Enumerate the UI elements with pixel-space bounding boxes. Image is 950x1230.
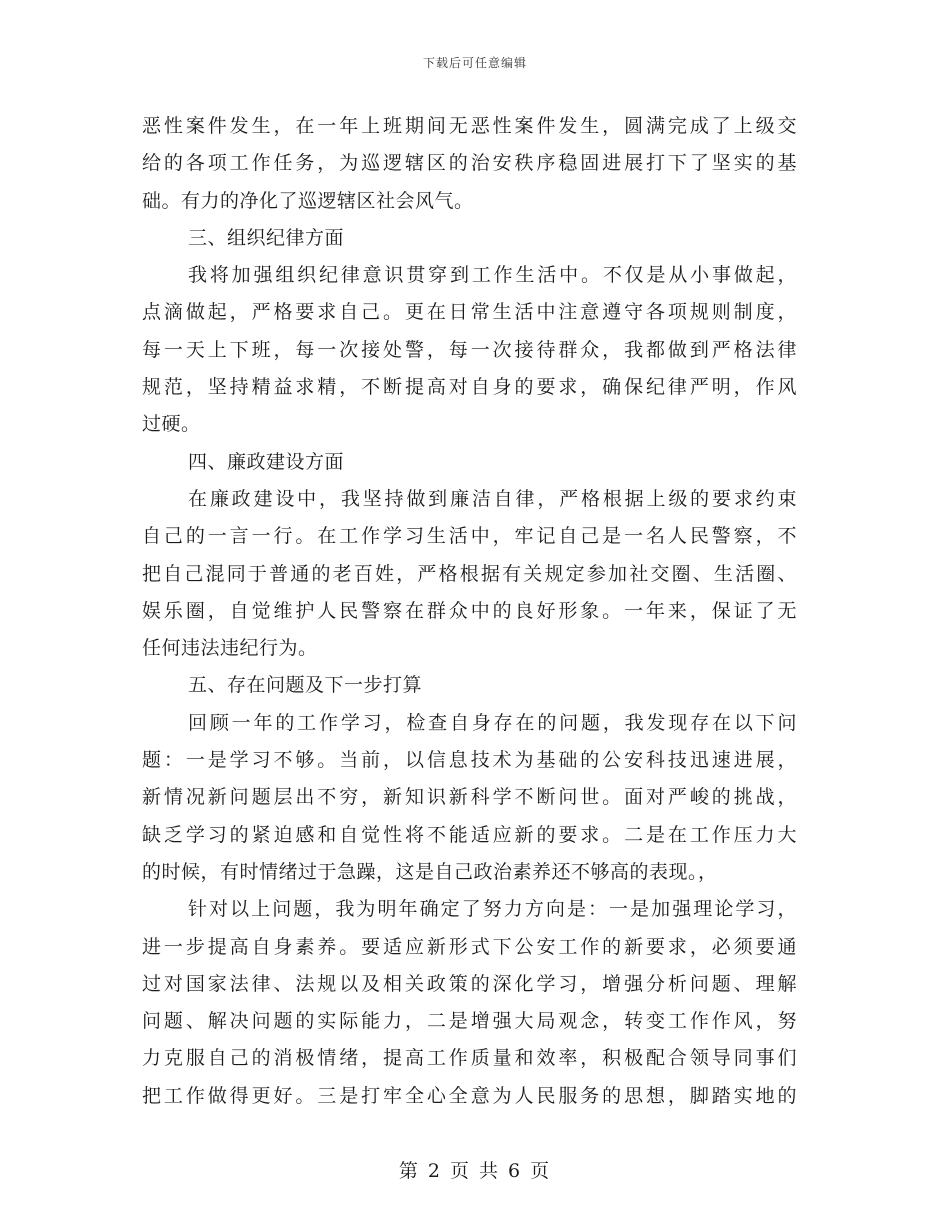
text-line: 在廉政建设中，我坚持做到廉洁自律，严格根据上级的要求约束 [188,487,797,510]
text-line: 每一天上下班，每一次接处警，每一次接待群众，我都做到严格法律 [142,338,797,361]
section-heading: 五、存在问题及下一步打算 [188,674,423,697]
text-line: 针对以上问题，我为明年确定了努力方向是：一是加强理论学习， [188,898,797,921]
text-line: 过硬。 [142,413,201,436]
section-heading: 三、组织纪律方面 [188,226,345,249]
text-line: 力克服自己的消极情绪，提高工作质量和效率，积极配合领导同事们 [142,1047,797,1070]
text-line: 过对国家法律、法规以及相关政策的深化学习，增强分析问题、理解 [142,972,797,995]
text-line: 任何违法违纪行为。 [142,637,318,660]
text-line: 给的各项工作任务，为巡逻辖区的治安秩序稳固进展打下了坚实的基 [142,152,797,175]
document-body [142,108,797,1115]
text-line: 进一步提高自身素养。要适应新形式下公安工作的新要求，必须要通 [142,935,797,958]
text-line: 规范，坚持精益求精，不断提高对自身的要求，确保纪律严明，作风 [142,376,797,399]
header-note: 下载后可任意编辑 [422,56,527,70]
text-line: 问题、解决问题的实际能力，二是增强大局观念，转变工作作风，努 [142,1010,797,1033]
text-line: 缺乏学习的紧迫感和自觉性将不能适应新的要求。二是在工作压力大 [142,823,797,846]
text-line: 恶性案件发生，在一年上班期间无恶性案件发生，圆满完成了上级交 [142,115,797,137]
text-line: 把工作做得更好。三是打牢全心全意为人民服务的思想，脚踏实地的 [142,1084,797,1107]
text-line: 自己的一言一行。在工作学习生活中，牢记自己是一名人民警察，不 [142,525,797,548]
text-line: 新情况新问题层出不穷，新知识新科学不断问世。面对严峻的挑战， [142,786,797,809]
text-line: 把自己混同于普通的老百姓，严格根据有关规定参加社交圈、生活圈、 [142,562,797,585]
text-line: 我将加强组织纪律意识贯穿到工作生活中。不仅是从小事做起， [188,264,797,287]
section-heading: 四、廉政建设方面 [188,450,345,473]
text-line: 础。有力的净化了巡逻辖区社会风气。 [142,189,474,212]
page-number: 第 2 页 共 6 页 [398,1160,552,1182]
text-line: 回顾一年的工作学习，检查自身存在的问题，我发现存在以下问 [188,711,797,734]
text-line: 娱乐圈，自觉维护人民警察在群众中的良好形象。一年来，保证了无 [142,599,797,622]
text-line: 点滴做起，严格要求自己。更在日常生活中注意遵守各项规则制度， [142,301,797,324]
text-line: 的时候，有时情绪过于急躁，这是自己政治素养还不够高的表现。， [142,860,718,883]
text-line: 题：一是学习不够。当前，以信息技术为基础的公安科技迅速进展， [142,749,797,772]
